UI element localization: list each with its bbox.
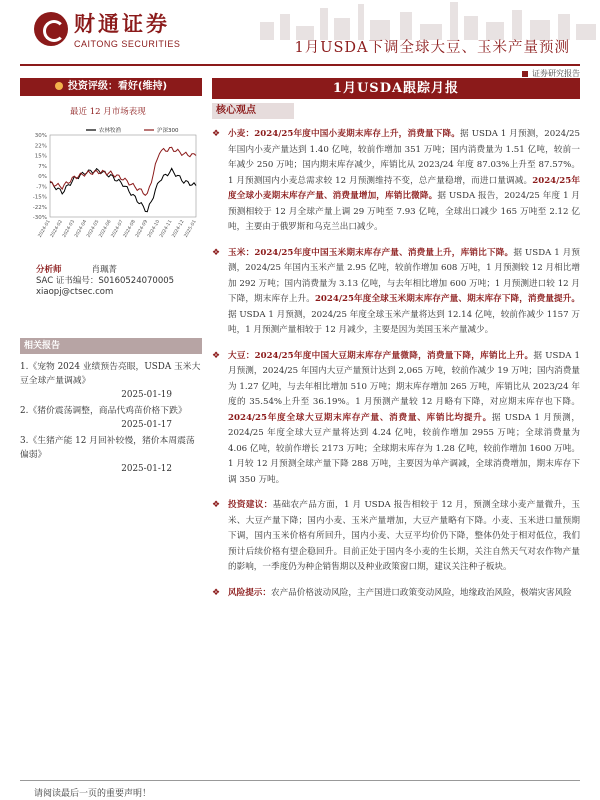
y-tick-label: 22% bbox=[34, 143, 47, 150]
related-report-title[interactable]: 3.《生猪产能 12 月回补较慢，猪价本周震荡偏弱》 bbox=[20, 436, 195, 460]
diamond-bullet-icon: ❖ bbox=[212, 247, 221, 258]
key-point-text: 基础农产品方面，1 月 USDA 报告相较于 12 月，预测全球小麦产量微升，玉米、大豆产量下降；国内小麦、玉米产量增加，大豆产量略有下降。小麦、玉米进口量预期下调，国内玉米价格有所回升，国内小麦、大豆平均价仍下降，整体仍处于相对低位，我们预计后续价格有望企稳回升。目前正处于国内冬小麦的生长期，关注自然天气对农作物产量的影响，一季度仍为种企销售期以及种业政策窗口期，建议关注种子板块。 bbox=[228, 500, 580, 572]
analyst-info bbox=[36, 265, 202, 298]
related-report-title[interactable]: 1.《宠物 2024 业绩预告亮眼，USDA 玉米大豆全球产量调减》 bbox=[20, 362, 201, 386]
y-tick-label: 30% bbox=[34, 133, 47, 139]
diamond-bullet-icon: ❖ bbox=[212, 350, 221, 361]
series-line-csi300 bbox=[50, 147, 196, 195]
diamond-bullet-icon: ❖ bbox=[212, 587, 221, 598]
x-tick-label: 2024-06 bbox=[98, 219, 113, 239]
key-point-lead: 风险提示： bbox=[228, 587, 271, 598]
y-tick-label: -7% bbox=[36, 184, 47, 191]
header-divider bbox=[20, 64, 580, 66]
company-logo-icon bbox=[34, 12, 68, 46]
main-section-title: 1月USDA跟踪月报 bbox=[212, 78, 580, 99]
key-point-text: 据 USDA 1 月预测，2024/25 年度全球玉米产量将达到 12.14 亿吨，较前作减少 1157 万吨，1 月预测产量相较于 12 月减少，主要是因为美国玉米产量减少。 bbox=[228, 309, 580, 335]
x-tick-label: 2024-11 bbox=[159, 219, 174, 239]
sac-label: SAC 证书编号： bbox=[36, 276, 99, 286]
key-point-text: 据 USDA 1 月预测，2024/25 年度全球大豆产量将达到 4.24 亿吨，较前作增加 2955 万吨；全球消费量为 4.06 亿吨，较前作增长 2173 万吨；全球期末库存为 1.28 亿吨，较前作增加 1600 万吨。1 月较 12 月预测全球产量下降 288 万吨，主要因为单产调减，全球消费增加，期末库存下调 350 万吨。 bbox=[228, 412, 580, 485]
company-logo bbox=[34, 8, 180, 49]
related-reports-list bbox=[20, 360, 202, 476]
city-skyline-icon bbox=[240, 0, 600, 40]
investment-rating bbox=[20, 78, 202, 96]
x-tick-label: 2024-05 bbox=[86, 219, 101, 239]
sidebar bbox=[20, 78, 202, 478]
x-tick-label: 2024-03 bbox=[62, 219, 77, 239]
chart-caption: 最近 12 月市场表现 bbox=[70, 107, 146, 117]
y-tick-label: 0% bbox=[38, 174, 47, 180]
key-point bbox=[212, 349, 580, 489]
sac-number: S0160524070005 bbox=[98, 276, 175, 286]
key-point bbox=[212, 586, 580, 602]
core-views-label: 核心观点 bbox=[212, 103, 294, 119]
y-tick-label: 15% bbox=[34, 153, 47, 160]
main-content bbox=[212, 78, 580, 611]
x-tick-label: 2024-04 bbox=[74, 219, 89, 239]
x-tick-label: 2024-01 bbox=[37, 219, 52, 239]
related-report-date: 2025-01-19 bbox=[121, 390, 172, 400]
y-tick-label: -15% bbox=[32, 194, 47, 201]
key-point-highlight: 2024/25年度全球玉米期末库存产量、期末库存下降，消费量提升。 bbox=[314, 294, 580, 304]
x-tick-label: 2024-10 bbox=[147, 219, 162, 239]
key-point-text: 据 USDA 报告，2024/25 年度 1 月预测相较于 12 月全球产量上调 29 万吨至 7.93 亿吨，全球出口减少 165 万吨至 2.12 亿吨，主要由于俄罗斯和乌克兰出口减少。 bbox=[228, 191, 580, 232]
key-point-lead: 大豆：2024/25年度中国大豆期末库存产量微降，消费量下降，库销比上升。 bbox=[228, 350, 534, 361]
diamond-bullet-icon: ❖ bbox=[212, 129, 221, 139]
key-point-highlight: 2024/25年度全球小麦期末库存产量、消费量增加，库销比微降。 bbox=[228, 175, 580, 201]
report-title: 1月USDA下调全球大豆、玉米产量预测 bbox=[294, 40, 570, 56]
key-point-lead: 投资建议： bbox=[228, 500, 273, 510]
related-reports-header: 相关报告 bbox=[20, 338, 202, 354]
y-tick-label: -30% bbox=[32, 215, 47, 221]
key-point-text: 据 USDA 1 月预测，2024/25 年国内小麦产量达到 1.40 亿吨，较前作增加 351 万吨；国内消费量为 1.51 亿吨，较前一年减少 250 万吨；国内期末库存减少，库销比从 2023/24 年度 87.03%上升至 87.57%。1 月预测国内小麦总需求较 12 月预测维持不变，总产量稳增，而进口量调减。 bbox=[228, 129, 580, 186]
legend-label: 沪深300 bbox=[157, 128, 179, 134]
chart-frame bbox=[50, 135, 196, 217]
market-performance-chart bbox=[20, 125, 202, 243]
key-point-text: 据 USDA 1 月预测，2024/25 年国内大豆产量预计达到 2,065 万吨，较前作减少 19 万吨；国内消费量为 1.27 亿吨，与去年相比增加 510 万吨；期末库存增加 265 万吨，库销比从 2023/24 年度的 35.54%上升至 36.19%。1 月预测产量较 12 月略有下降，对应期末库存也下降。 bbox=[228, 350, 580, 407]
y-tick-label: -22% bbox=[32, 204, 47, 211]
rating-dot-icon bbox=[55, 82, 63, 90]
key-point-lead: 玉米：2024/25年度中国玉米期末库存产量、消费量上升，库销比下降。 bbox=[228, 247, 514, 258]
related-report-date: 2025-01-12 bbox=[121, 464, 172, 474]
analyst-email[interactable]: xiaopj@ctsec.com bbox=[36, 287, 114, 297]
analyst-name: 肖珮菁 bbox=[91, 265, 118, 275]
footer-disclaimer: 请阅读最后一页的重要声明！ bbox=[34, 789, 152, 799]
x-tick-label: 2024-02 bbox=[49, 219, 64, 239]
x-tick-label: 2024-09 bbox=[135, 219, 150, 239]
report-type-label: 证券研究报告 bbox=[522, 68, 580, 79]
key-point bbox=[212, 246, 580, 339]
related-report-item[interactable] bbox=[20, 404, 202, 432]
series-line-agriculture bbox=[50, 168, 196, 211]
x-tick-label: 2025-01 bbox=[183, 219, 198, 239]
logo-english-name: CAITONG SECURITIES bbox=[74, 39, 181, 49]
key-points-list bbox=[212, 127, 580, 601]
related-report-date: 2025-01-17 bbox=[121, 420, 172, 430]
diamond-bullet-icon: ❖ bbox=[212, 500, 221, 510]
x-tick-label: 2024-07 bbox=[110, 219, 125, 239]
footer-divider bbox=[20, 780, 580, 781]
logo-chinese-name: 财通证券 bbox=[74, 12, 170, 36]
key-point-highlight: 2024/25年度全球大豆期末库存产量、消费量、库销比均提升。 bbox=[228, 412, 492, 423]
report-header bbox=[0, 0, 600, 78]
key-point bbox=[212, 498, 580, 576]
key-point-text: 据 USDA 1 月预测，2024/25 年国内玉米产量 2.95 亿吨，较前作增加 608 万吨，1 月预测较 12 月相比增加 292 万吨；国内消费量为 3.13 亿吨，与去年相比增加 600 万吨；1 月预测进口较 12 月下降，期末库存上升。 bbox=[228, 247, 580, 304]
rating-text: 投资评级：看好(维持) bbox=[67, 81, 168, 92]
related-report-item[interactable] bbox=[20, 360, 202, 402]
related-report-title[interactable]: 2.《猪价震荡调整，商品代鸡苗价格下跌》 bbox=[20, 406, 187, 416]
analyst-label: 分析师 bbox=[36, 265, 62, 275]
key-point bbox=[212, 127, 580, 236]
x-tick-label: 2024-12 bbox=[171, 219, 186, 239]
y-tick-label: 7% bbox=[38, 163, 47, 170]
key-point-text: 农产品价格波动风险，主产国进口政策变动风险，地缘政治风险，极端灾害风险 bbox=[270, 587, 572, 598]
x-tick-label: 2024-08 bbox=[122, 219, 137, 239]
related-report-item[interactable] bbox=[20, 434, 202, 476]
performance-chart-svg bbox=[20, 125, 202, 243]
key-point-lead: 小麦：2024/25年度中国小麦期末库存上升，消费量下降。 bbox=[228, 129, 461, 139]
legend-label: 农林牧渔 bbox=[99, 128, 122, 134]
